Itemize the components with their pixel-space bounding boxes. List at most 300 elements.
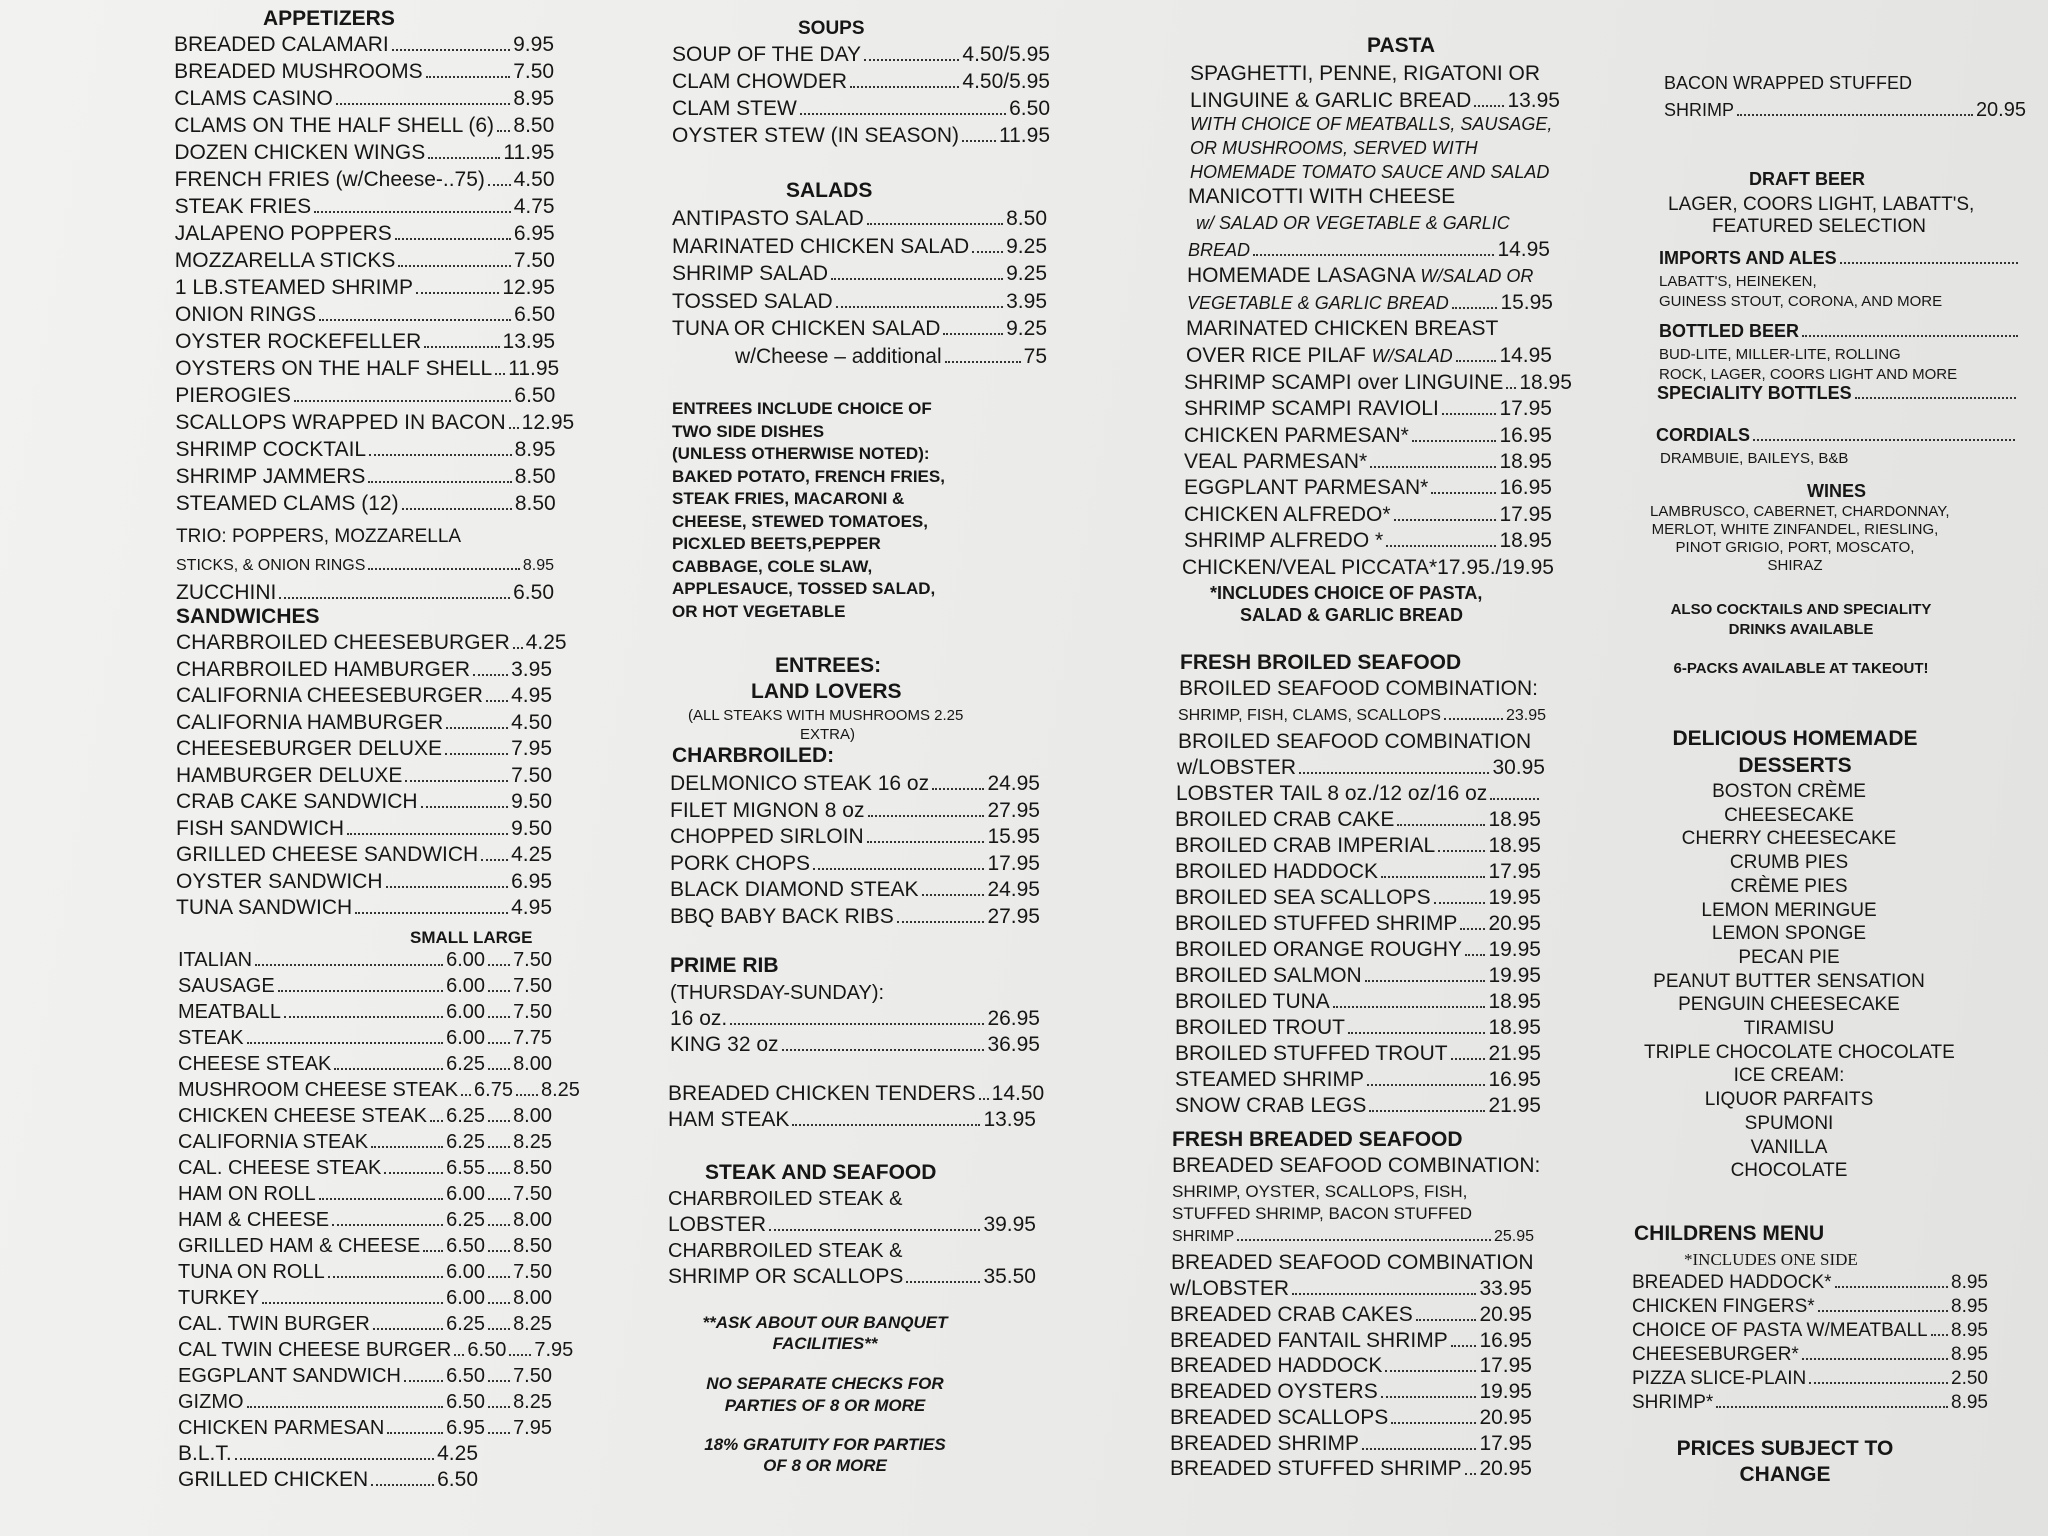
dot-leader — [373, 1328, 443, 1330]
dot-leader — [792, 1124, 980, 1126]
item-price-small: 6.25 — [446, 1053, 486, 1075]
item-name: MEATBALL — [178, 1001, 281, 1023]
item-price-large: 8.25 — [513, 1131, 552, 1153]
item-name: BREADED MUSHROOMS — [174, 60, 423, 83]
appetizer-item — [175, 275, 555, 301]
dot-leader — [813, 868, 984, 870]
item-price: 4.50/5.95 — [962, 70, 1050, 93]
item-price: 6.95 — [511, 869, 552, 893]
dot-leader — [416, 292, 499, 294]
item-name: STEAMED CLAMS (12) — [175, 492, 399, 515]
item-name: CAL. TWIN BURGER — [178, 1313, 370, 1335]
sandwich-item — [176, 630, 567, 656]
item-price: 7.50 — [513, 60, 555, 83]
item-name: JALAPENO POPPERS — [174, 222, 392, 245]
broiled-item — [1175, 989, 1541, 1015]
item-name: CLAMS ON THE HALF SHELL (6) — [174, 114, 495, 137]
item-price-small: 6.00 — [446, 949, 486, 971]
item-name: PORK CHOPS — [670, 851, 811, 875]
item-name: DOZEN CHICKEN WINGS — [174, 141, 426, 164]
dot-leader — [1381, 876, 1485, 878]
item-name: BREADED SHRIMP — [1170, 1431, 1360, 1455]
text-line: TWO SIDE DISHES — [672, 421, 825, 441]
item-name: CHARBROILED CHEESEBURGER — [176, 631, 510, 654]
dot-leader — [1931, 1334, 1948, 1336]
dot-leader — [488, 1380, 510, 1382]
item-price: 18.95 — [1499, 449, 1552, 473]
item-name: CALIFORNIA CHEESEBURGER — [176, 684, 483, 707]
dot-leader — [1818, 1310, 1948, 1312]
item-name: KING 32 oz — [670, 1033, 779, 1056]
item-price: 24.95 — [987, 878, 1040, 901]
item-name: HAM ON ROLL — [178, 1183, 316, 1205]
sub-item — [178, 1363, 552, 1389]
text-line: MERLOT, WHITE ZINFANDEL, RIESLING, — [1651, 521, 1939, 538]
charbroiled-item — [670, 824, 1040, 850]
item-price-small: 6.50 — [446, 1365, 486, 1387]
charbroiled-item — [670, 877, 1040, 903]
item-name: CLAMS CASINO — [174, 87, 333, 110]
dot-leader — [488, 1120, 510, 1122]
breaded-combo-2: SHRIMP, OYSTER, SCALLOPS, FISH, — [1172, 1182, 1468, 1201]
sub-item — [178, 1155, 552, 1181]
childrens-item — [1632, 1318, 1988, 1344]
pasta-item — [1184, 449, 1552, 475]
sandwich-item — [176, 763, 552, 789]
item-price: 21.95 — [1488, 1042, 1541, 1065]
dot-leader — [1386, 545, 1496, 547]
dot-leader — [488, 1172, 510, 1174]
item-price: 4.75 — [513, 195, 555, 218]
item-price-small: 6.25 — [446, 1131, 486, 1153]
dot-leader — [868, 815, 985, 817]
item-price: 2.50 — [1951, 1368, 1988, 1389]
dot-leader — [867, 223, 1003, 225]
item-name: STEAMED SHRIMP — [1175, 1068, 1365, 1091]
text-line: LEMON MERINGUE — [1701, 899, 1877, 921]
sub-item — [178, 1233, 552, 1259]
item-price: 20.95 — [1479, 1405, 1532, 1429]
dot-leader — [355, 912, 508, 914]
sub-item — [178, 1285, 552, 1311]
item-name: EGGPLANT SANDWICH — [178, 1365, 401, 1387]
appetizer-item — [175, 194, 555, 220]
dot-leader — [334, 1068, 443, 1070]
text-line: ENTREES INCLUDE CHOICE OF — [672, 399, 932, 418]
item-name: BROILED TUNA — [1175, 990, 1330, 1013]
pasta-item — [1184, 502, 1552, 528]
steak-seafood-heading: STEAK AND SEAFOOD — [705, 1161, 937, 1184]
blt-item: B.L.T. 4.25 — [178, 1442, 478, 1465]
text-line: TRIPLE CHOCOLATE CHOCOLATE — [1644, 1041, 1955, 1063]
item-price-large: 7.95 — [513, 1417, 552, 1439]
draft-line2: FEATURED SELECTION — [1712, 216, 1926, 237]
item-price: 17.95 — [1499, 502, 1552, 526]
item-price: 19.95 — [1488, 964, 1541, 987]
dot-leader — [1442, 413, 1497, 415]
item-price: 27.95 — [987, 798, 1040, 822]
item-price-small: 6.00 — [446, 1261, 486, 1283]
dot-leader — [368, 481, 511, 483]
item-name: SNOW CRAB LEGS — [1175, 1094, 1367, 1117]
sandwich-item — [176, 816, 552, 842]
item-price: 9.25 — [1006, 234, 1047, 258]
item-name: HAM & CHEESE — [178, 1209, 330, 1231]
desserts-heading: DELICIOUS HOMEMADE — [1672, 727, 1918, 750]
item-name: PIZZA SLICE-PLAIN — [1632, 1368, 1807, 1389]
item-name: SCALLOPS WRAPPED IN BACON — [175, 411, 506, 434]
dot-leader — [428, 157, 500, 159]
dot-leader — [1333, 1006, 1486, 1008]
sandwich-item — [176, 842, 552, 868]
item-price-small: 6.50 — [467, 1339, 507, 1361]
sandwiches-heading: SANDWICHES — [176, 605, 320, 628]
item-price-large: 8.00 — [513, 1209, 552, 1231]
item-price-large: 8.00 — [513, 1053, 552, 1075]
cocktails-note-2: DRINKS AVAILABLE — [1728, 621, 1874, 638]
item-price: 19.95 — [1488, 886, 1541, 909]
item-price: 12.95 — [521, 411, 575, 434]
item-price: 9.50 — [511, 790, 552, 813]
banquet-note-2: FACILITIES** — [772, 1334, 878, 1353]
childrens-item — [1632, 1390, 1988, 1416]
item-price: 4.50/5.95 — [962, 43, 1050, 66]
item-name: BREADED CRAB CAKES — [1170, 1303, 1413, 1326]
item-name: SAUSAGE — [178, 975, 275, 997]
item-name: 1 LB.STEAMED SHRIMP — [174, 276, 413, 299]
cordials-heading: CORDIALS — [1656, 422, 2018, 448]
dot-leader — [481, 859, 508, 861]
item-name: BBQ BABY BACK RIBS — [670, 904, 894, 928]
sub-item — [178, 1389, 552, 1415]
broiled-combo-3: BROILED SEAFOOD COMBINATION — [1178, 730, 1532, 753]
item-price-large: 7.95 — [534, 1339, 574, 1361]
breaded-combo: BREADED SEAFOOD COMBINATION: — [1172, 1154, 1541, 1177]
imports-line2: GUINESS STOUT, CORONA, AND MORE — [1659, 293, 1943, 310]
dot-leader — [1412, 440, 1497, 442]
dot-leader — [1365, 980, 1486, 982]
appetizer-item — [174, 59, 554, 85]
dot-leader — [423, 1250, 443, 1252]
trio-line: TRIO: POPPERS, MOZZARELLA — [176, 526, 462, 547]
item-name: TUNA ON ROLL — [178, 1261, 325, 1283]
dot-leader — [461, 1094, 471, 1096]
salad-item — [672, 206, 1047, 232]
salad-item — [672, 316, 1047, 342]
item-price: 8.50 — [514, 492, 556, 515]
dot-leader — [1394, 519, 1497, 521]
pasta-item — [1184, 396, 1552, 422]
dot-leader — [730, 1023, 984, 1025]
item-price-small: 6.00 — [446, 1027, 486, 1049]
dot-leader — [369, 454, 512, 456]
item-name: SOUP OF THE DAY — [672, 43, 862, 66]
salad-item — [672, 261, 1047, 287]
dot-leader — [486, 700, 508, 702]
item-price: 9.50 — [511, 816, 552, 840]
dot-leader — [1381, 1396, 1477, 1398]
item-name: CLAM CHOWDER — [672, 70, 848, 93]
broiled-item — [1175, 1093, 1541, 1119]
text-line: CRUMB PIES — [1729, 852, 1849, 874]
bottled-heading: BOTTLED BEER — [1659, 318, 2021, 344]
sub-item — [178, 1311, 552, 1337]
item-name: TOSSED SALAD — [672, 289, 833, 313]
sub-item — [178, 999, 552, 1025]
item-price-large: 8.25 — [540, 1079, 580, 1101]
item-price: 8.50 — [513, 114, 555, 137]
pasta-item — [1184, 475, 1552, 501]
dot-leader — [284, 1016, 443, 1018]
item-price: 8.95 — [1951, 1344, 1988, 1365]
sub-item — [178, 1025, 552, 1051]
item-price-large: 7.50 — [513, 1261, 552, 1283]
dot-leader — [247, 1406, 444, 1408]
text-line: CRÈME PIES — [1730, 875, 1848, 897]
ss1-line1: CHARBROILED STEAK & — [668, 1188, 903, 1210]
dot-leader — [1431, 492, 1496, 494]
charbroiled-heading: CHARBROILED: — [672, 744, 835, 767]
item-name: BROILED CRAB CAKE — [1175, 808, 1395, 831]
item-price: 4.25 — [525, 631, 567, 654]
item-name: BREADED OYSTERS — [1170, 1380, 1378, 1404]
appetizer-item — [174, 113, 554, 139]
broiled-item — [1175, 1015, 1541, 1041]
item-price: 16.95 — [1499, 476, 1552, 500]
desserts-heading-2: DESSERTS — [1738, 754, 1852, 777]
item-price: 16.95 — [1488, 1068, 1541, 1091]
speciality-heading: SPECIALITY BOTTLES — [1657, 380, 2019, 406]
soup-item — [672, 69, 1050, 95]
dot-leader — [336, 103, 510, 105]
dot-leader — [850, 86, 959, 88]
dot-leader — [387, 1432, 443, 1434]
breaded-item — [1170, 1456, 1532, 1482]
dot-leader — [1367, 1084, 1485, 1086]
item-name: BROILED HADDOCK — [1175, 860, 1379, 883]
text-line: (UNLESS OTHERWISE NOTED): — [672, 444, 930, 463]
item-price: 17.95 — [987, 851, 1040, 875]
item-name: FILET MIGNON 8 oz — [670, 798, 865, 822]
item-price-small: 6.25 — [446, 1209, 486, 1231]
text-line: PECAN PIE — [1738, 946, 1840, 968]
item-name: SHRIMP ALFREDO * — [1184, 528, 1384, 552]
text-line: ICE CREAM: — [1733, 1065, 1845, 1087]
item-name: SHRIMP COCKTAIL — [175, 438, 367, 461]
breaded-combo-4: SHRIMP 25.95 — [1172, 1228, 1534, 1245]
item-name: BREADED HADDOCK — [1170, 1354, 1383, 1378]
item-name: STEAK — [178, 1027, 244, 1049]
item-name: GRILLED CHEESE SANDWICH — [176, 843, 479, 866]
zucchini-item: ZUCCHINI 6.50 — [176, 581, 554, 604]
dot-leader — [497, 130, 510, 132]
broiled-combo: BROILED SEAFOOD COMBINATION: — [1179, 677, 1538, 700]
checks-note: NO SEPARATE CHECKS FOR — [706, 1374, 944, 1393]
item-name: EGGPLANT PARMESAN* — [1184, 476, 1429, 500]
item-name: CALIFORNIA HAMBURGER — [176, 710, 444, 734]
appetizer-item — [176, 491, 556, 517]
text-line: SPUMONI — [1744, 1112, 1834, 1134]
breaded-combo-3: STUFFED SHRIMP, BACON STUFFED — [1172, 1204, 1473, 1223]
broiled-item — [1175, 885, 1541, 911]
item-price-small: 6.00 — [446, 975, 486, 997]
item-price: 8.95 — [1951, 1392, 1988, 1413]
item-price: 18.95 — [1488, 808, 1541, 831]
breaded-item — [1170, 1431, 1532, 1457]
dot-leader — [421, 806, 509, 808]
dot-leader — [1370, 466, 1496, 468]
text-line: SHIRAZ — [1767, 557, 1823, 574]
text-line: PENGUIN CHEESECAKE — [1678, 994, 1900, 1016]
lobster-tail: LOBSTER TAIL 8 oz./12 oz/16 oz — [1176, 781, 1542, 807]
item-name: TURKEY — [178, 1287, 260, 1309]
imports-line1: LABATT'S, HEINEKEN, — [1659, 273, 1817, 290]
dot-leader — [1362, 1448, 1476, 1450]
item-name: CALIFORNIA STEAK — [178, 1131, 369, 1153]
pasta-item — [1184, 423, 1552, 449]
item-name: CHICKEN PARMESAN* — [1184, 423, 1409, 447]
trio-item: STICKS, & ONION RINGS 8.95 — [176, 557, 554, 574]
sandwich-item — [176, 683, 552, 709]
dot-leader — [347, 833, 508, 835]
item-price-large: 8.50 — [513, 1157, 552, 1179]
item-name: STEAK FRIES — [174, 195, 312, 218]
item-price: 3.95 — [1006, 289, 1047, 313]
dot-leader — [445, 753, 508, 755]
item-name: CHOICE OF PASTA W/MEATBALL — [1632, 1320, 1928, 1341]
item-name: BREADED SCALLOPS — [1170, 1405, 1389, 1429]
breaded-heading: FRESH BREADED SEAFOOD — [1172, 1128, 1463, 1151]
appetizer-item — [174, 32, 554, 58]
breaded-item — [1170, 1379, 1532, 1405]
item-name: SHRIMP SCAMPI RAVIOLI — [1184, 397, 1439, 421]
marinated-line1: MARINATED CHICKEN BREAST — [1186, 317, 1499, 340]
text-line: OR MUSHROOMS, SERVED WITH — [1190, 138, 1478, 158]
item-name: SHRIMP* — [1632, 1392, 1714, 1413]
dot-leader — [962, 140, 996, 142]
item-price-large: 7.50 — [513, 1183, 552, 1205]
item-price-large: 8.25 — [513, 1313, 552, 1335]
appetizer-item — [175, 410, 575, 436]
dot-leader — [1835, 1286, 1948, 1288]
steaks-note: (ALL STEAKS WITH MUSHROOMS 2.25 — [688, 707, 964, 724]
childrens-item — [1632, 1270, 1988, 1296]
item-price-large: 8.25 — [513, 1391, 552, 1413]
dot-leader — [1451, 1058, 1486, 1060]
sub-item — [178, 1103, 552, 1129]
sandwich-item — [176, 710, 552, 736]
dot-leader — [371, 1146, 443, 1148]
text-line: APPLESAUCE, TOSSED SALAD, — [672, 579, 936, 598]
item-price: 8.95 — [1951, 1296, 1988, 1317]
text-line: OR HOT VEGETABLE — [672, 601, 846, 621]
item-name: BROILED CRAB IMPERIAL — [1175, 834, 1436, 857]
lasagna-line2: VEGETABLE & GARLIC BREAD 15.95 — [1187, 291, 1553, 314]
item-price-small: 6.00 — [446, 1001, 486, 1023]
broiled-item — [1175, 963, 1541, 989]
text-line: TIRAMISU — [1743, 1018, 1835, 1039]
dot-leader — [1348, 1032, 1485, 1034]
dot-leader — [488, 1198, 510, 1200]
charbroiled-item — [670, 798, 1040, 824]
pasta-heading: PASTA — [1367, 34, 1436, 57]
sandwich-item — [176, 789, 552, 815]
item-name: TUNA SANDWICH — [176, 896, 353, 919]
sub-item — [178, 1259, 552, 1285]
dot-leader — [516, 1094, 538, 1096]
item-price: 20.95 — [1488, 912, 1541, 935]
dot-leader — [495, 373, 505, 375]
appetizer-item — [175, 221, 555, 247]
steaks-note-2: EXTRA) — [800, 726, 856, 743]
dot-leader — [319, 319, 511, 321]
item-price: 18.95 — [1519, 371, 1572, 394]
item-name: SHRIMP SALAD — [672, 262, 828, 285]
dot-leader — [943, 333, 1003, 335]
text-line: CHEESECAKE — [1724, 804, 1854, 826]
manicotti-bread: BREAD 14.95 — [1188, 238, 1550, 261]
salad-item — [672, 234, 1047, 260]
item-price: 17.95 — [1499, 397, 1552, 421]
dot-leader — [1809, 1382, 1948, 1384]
item-name: CHOPPED SIRLOIN — [670, 825, 864, 848]
childrens-note: *INCLUDES ONE SIDE — [1684, 1250, 1858, 1269]
item-price: 8.95 — [1951, 1272, 1988, 1293]
text-line: BOSTON CRÈME — [1712, 781, 1866, 802]
dot-leader — [392, 49, 510, 51]
breaded-item — [1170, 1328, 1532, 1354]
appetizer-item — [174, 86, 554, 112]
item-price-small: 6.95 — [446, 1417, 486, 1439]
item-name: PIEROGIES — [175, 384, 291, 407]
dot-leader — [395, 238, 511, 240]
item-price: 19.95 — [1488, 938, 1541, 961]
item-price: 13.95 — [502, 330, 556, 353]
size-header: SMALL LARGE — [410, 928, 533, 947]
soup-item — [672, 123, 1050, 149]
dot-leader — [405, 780, 508, 782]
item-name: FRENCH FRIES (w/Cheese-..75) — [174, 168, 485, 191]
text-line: LIQUOR PARFAITS — [1704, 1089, 1874, 1111]
item-price-small: 6.50 — [446, 1391, 486, 1413]
text-line: LAMBRUSCO, CABERNET, CHARDONNAY, — [1650, 503, 1950, 520]
childrens-item — [1632, 1366, 1988, 1392]
item-name: BROILED TROUT — [1175, 1016, 1345, 1039]
item-price: 18.95 — [1499, 528, 1552, 552]
childrens-item — [1632, 1294, 1988, 1320]
item-price: 36.95 — [987, 1033, 1040, 1056]
item-name: SHRIMP JAMMERS — [175, 465, 366, 488]
bottled-line1: BUD-LITE, MILLER-LITE, ROLLING — [1659, 346, 1901, 363]
item-name: CLAM STEW — [672, 97, 797, 120]
sub-item — [178, 1337, 574, 1363]
item-name: BREADED CALAMARI — [174, 33, 389, 56]
gratuity-note-2: OF 8 OR MORE — [763, 1456, 887, 1475]
prices-note-2: CHANGE — [1739, 1463, 1831, 1486]
includes-note-2: SALAD & GARLIC BREAD — [1240, 605, 1463, 625]
item-name: CHARBROILED HAMBURGER — [176, 657, 471, 681]
item-price: 18.95 — [1488, 834, 1541, 857]
item-price-small: 6.25 — [446, 1313, 486, 1335]
item-name: CRAB CAKE SANDWICH — [176, 790, 418, 813]
dot-leader — [488, 1016, 510, 1018]
item-name: HAM STEAK — [668, 1108, 790, 1131]
item-price: 16.95 — [1499, 423, 1552, 447]
sub-item — [178, 947, 552, 973]
entree-item — [668, 1081, 1045, 1107]
broiled-item — [1175, 1041, 1541, 1067]
manicotti-note: w/ SALAD OR VEGETABLE & GARLIC — [1196, 213, 1510, 233]
